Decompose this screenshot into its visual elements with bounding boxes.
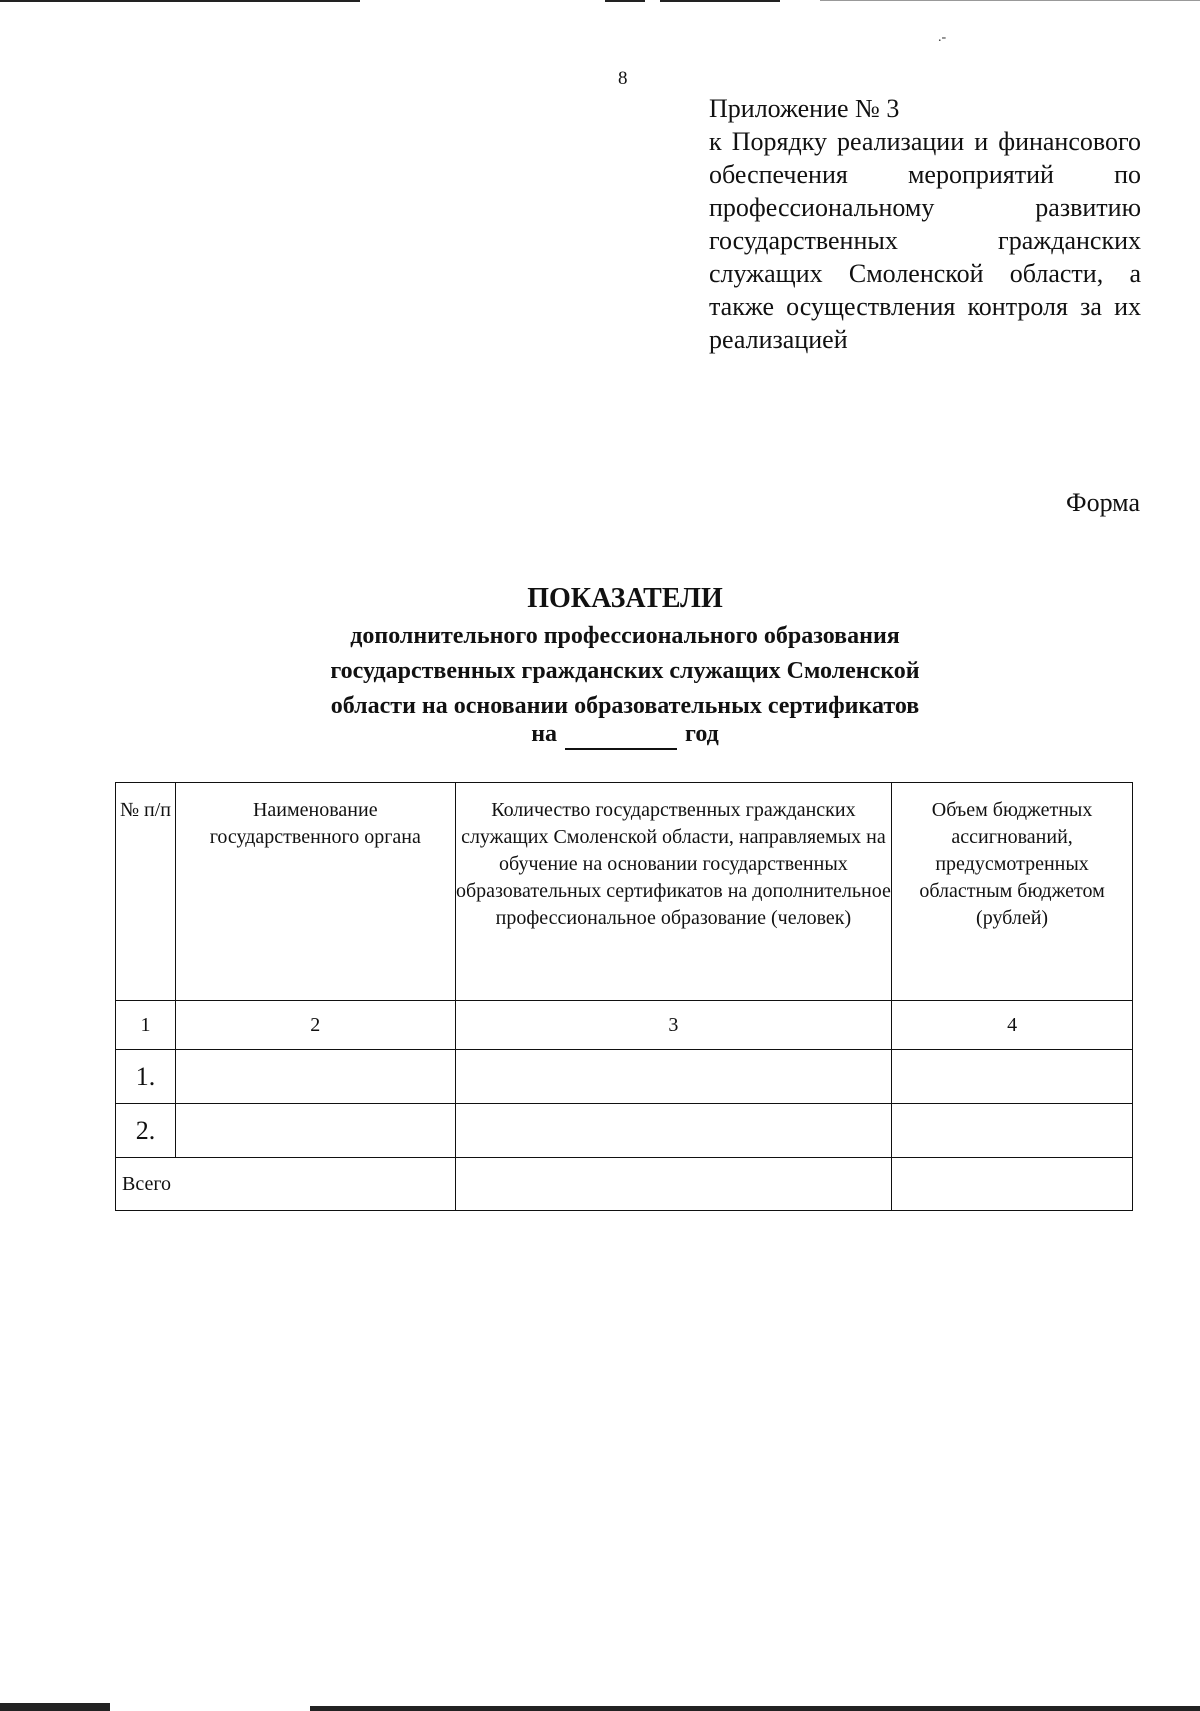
- budget-amount-cell: [892, 1050, 1133, 1104]
- table-header-row: [116, 783, 1133, 1001]
- header-budget-amount: Объем бюджетных ассигнований, предусмотренных областным бюджетом (рублей): [892, 783, 1133, 1001]
- scan-artifact-top: [820, 0, 1200, 1]
- table-row: [116, 1050, 1133, 1104]
- agency-name-cell: [175, 1104, 455, 1158]
- appendix-block: [709, 92, 1141, 356]
- form-label: Форма: [1066, 488, 1140, 517]
- total-count-cell: [455, 1158, 891, 1211]
- page-number: 8: [618, 68, 628, 89]
- scan-artifact-bottom: [0, 1703, 110, 1711]
- agency-name-cell: [175, 1050, 455, 1104]
- appendix-body: к Порядку реализации и финансового обеспечения мероприятий по профессиональному развитию государственных гражданских служащих Смоленской области, а также осуществления контроля за их реализацией: [709, 127, 1141, 354]
- header-employee-count: Количество государственных гражданских служащих Смоленской области, направляемых на обучение на основании государственных образовательных сертификатов на дополнительное профессиональное образование (человек): [455, 783, 891, 1001]
- scan-artifact-top: [660, 0, 780, 2]
- subtitle-line: области на основании образовательных сертификатов: [330, 693, 920, 719]
- scan-artifact-top: [0, 0, 360, 2]
- column-number-row: [116, 1001, 1133, 1050]
- total-label: Всего: [116, 1158, 456, 1211]
- column-number: 1: [116, 1001, 176, 1050]
- column-number: 4: [892, 1001, 1133, 1050]
- subtitle-line: государственных гражданских служащих Смоленской: [330, 658, 920, 684]
- row-number: 2.: [116, 1104, 176, 1158]
- total-amount-cell: [892, 1158, 1133, 1211]
- header-number: № п/п: [116, 783, 176, 1001]
- year-line: [200, 721, 1050, 750]
- scan-artifact-bottom: [310, 1706, 1200, 1711]
- employee-count-cell: [455, 1104, 891, 1158]
- scan-artifact-top: [605, 0, 645, 2]
- table-row: [116, 1104, 1133, 1158]
- document-title: ПОКАЗАТЕЛИ: [527, 583, 723, 614]
- indicators-table: [115, 782, 1133, 1211]
- year-suffix: год: [685, 721, 719, 747]
- column-number: 3: [455, 1001, 891, 1050]
- appendix-title: Приложение № 3: [709, 94, 900, 123]
- row-number: 1.: [116, 1050, 176, 1104]
- column-number: 2: [175, 1001, 455, 1050]
- employee-count-cell: [455, 1050, 891, 1104]
- subtitle-line: дополнительного профессионального образования: [350, 623, 900, 649]
- header-agency-name: Наименование государственного органа: [175, 783, 455, 1001]
- budget-amount-cell: [892, 1104, 1133, 1158]
- total-row: [116, 1158, 1133, 1211]
- scan-mark: .-: [938, 30, 947, 45]
- year-prefix: на: [531, 721, 558, 747]
- document-subtitle: [200, 619, 1050, 724]
- year-blank-field: [565, 721, 677, 750]
